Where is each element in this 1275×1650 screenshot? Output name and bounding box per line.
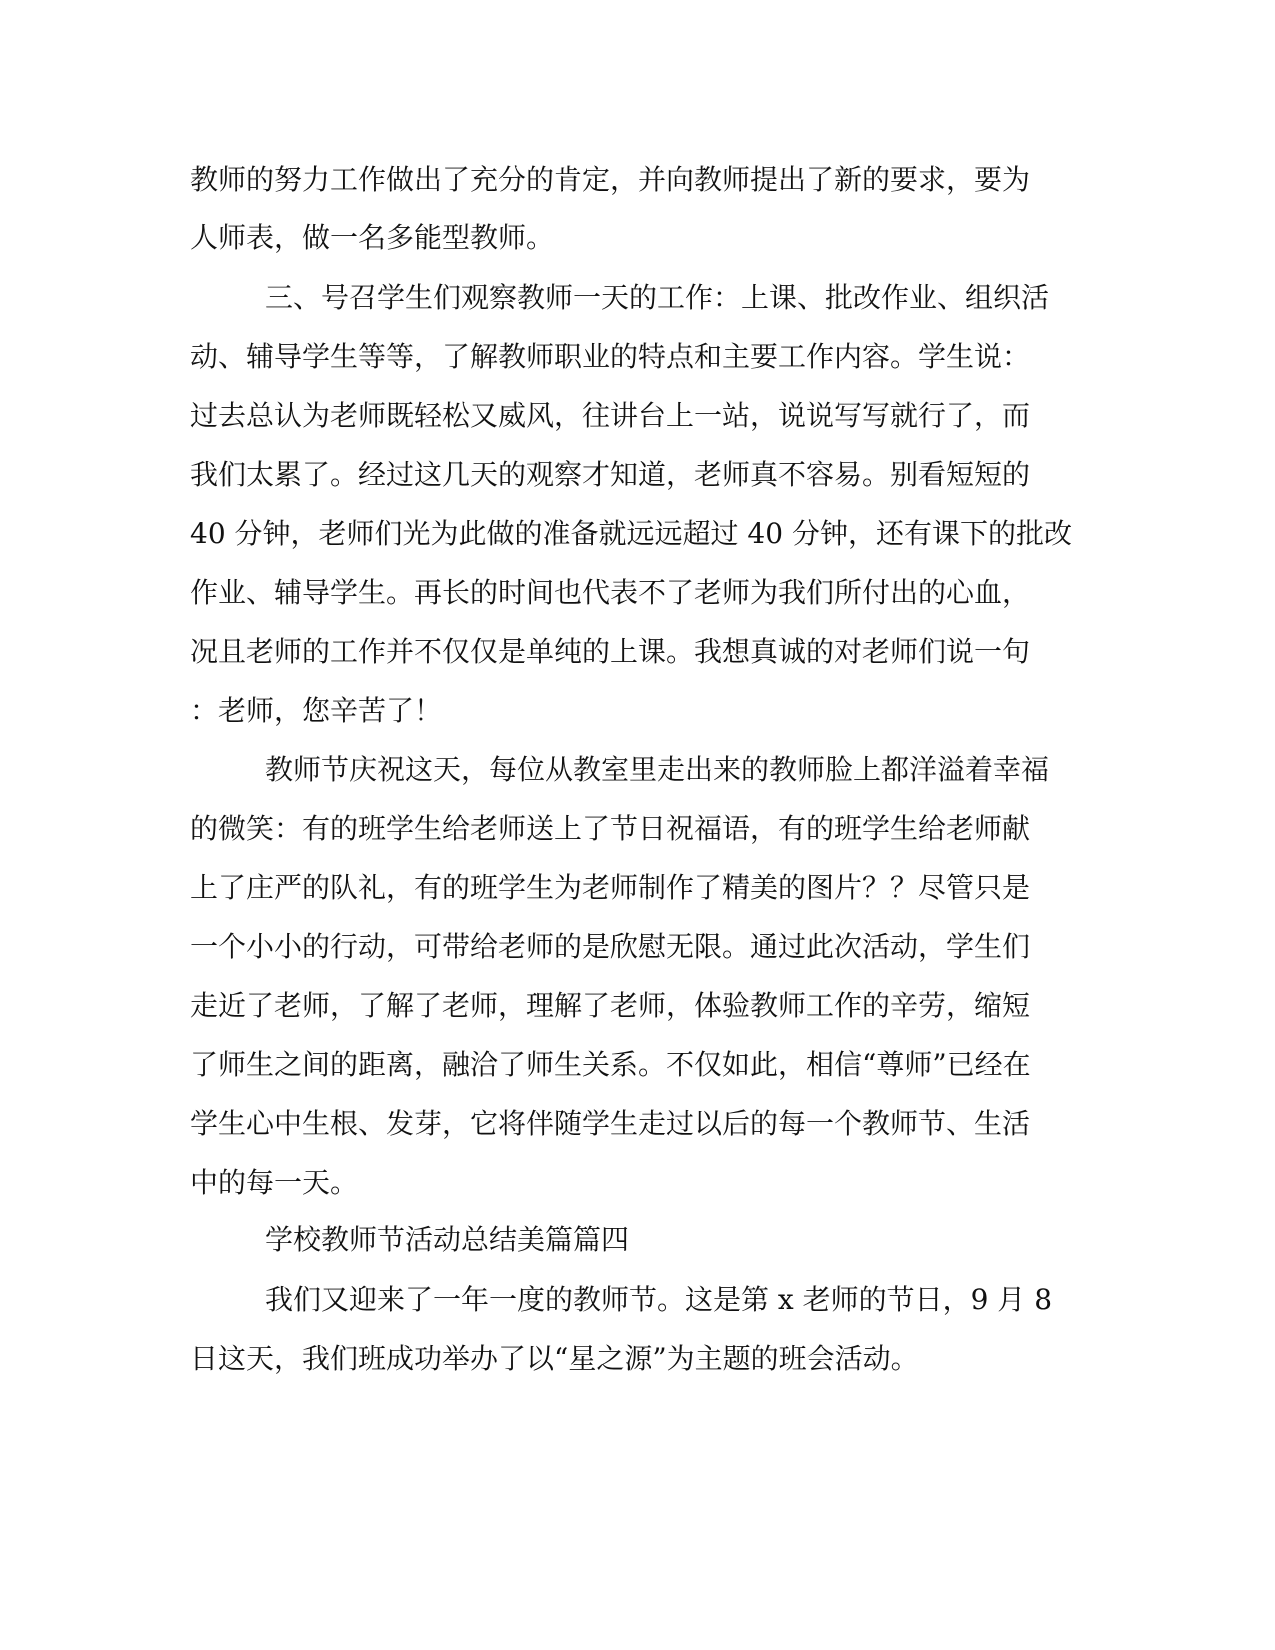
text-line: 学生心中生根、发芽，它将伴随学生走过以后的每一个教师节、生活 [190,1107,1031,1140]
text-line: 教师的努力工作做出了充分的肯定，并向教师提出了新的要求，要为 [190,163,1031,196]
text-line: 一个小小的行动，可带给老师的是欣慰无限。通过此次活动，学生们 [190,930,1031,963]
paragraph-start-line: 三、号召学生们观察教师一天的工作：上课、批改作业、组织活 [265,281,1050,314]
section-heading: 学校教师节活动总结美篇篇四 [265,1223,630,1256]
text-line: 的微笑：有的班学生给老师送上了节日祝福语，有的班学生给老师献 [190,812,1031,845]
text-line: 人师表，做一名多能型教师。 [190,221,555,254]
text-line: 中的每一天。 [190,1166,359,1199]
text-line: 作业、辅导学生。再长的时间也代表不了老师为我们所付出的心血， [190,576,1031,609]
text-line: 了师生之间的距离，融洽了师生关系。不仅如此，相信“尊师”已经在 [190,1048,1031,1081]
paragraph-start-line: 我们又迎来了一年一度的教师节。这是第 x 老师的节日，9 月 8 [265,1283,1053,1316]
text-line: 我们太累了。经过这几天的观察才知道，老师真不容易。别看短短的 [190,458,1031,491]
text-line: 走近了老师，了解了老师，理解了老师，体验教师工作的辛劳，缩短 [190,989,1031,1022]
text-line: 动、辅导学生等等，了解教师职业的特点和主要工作内容。学生说： [190,340,1031,373]
paragraph-start-line: 教师节庆祝这天，每位从教室里走出来的教师脸上都洋溢着幸福 [265,753,1050,786]
text-line: 日这天，我们班成功举办了以“星之源”为主题的班会活动。 [190,1342,919,1375]
text-line: 40 分钟，老师们光为此做的准备就远远超过 40 分钟，还有课下的批改 [190,517,1072,550]
text-line: 过去总认为老师既轻松又威风，往讲台上一站，说说写写就行了，而 [190,399,1031,432]
text-line: 上了庄严的队礼，有的班学生为老师制作了精美的图片？？尽管只是 [190,871,1031,904]
text-line: 况且老师的工作并不仅仅是单纯的上课。我想真诚的对老师们说一句 [190,635,1031,668]
text-line: ：老师，您辛苦了！ [190,694,443,727]
